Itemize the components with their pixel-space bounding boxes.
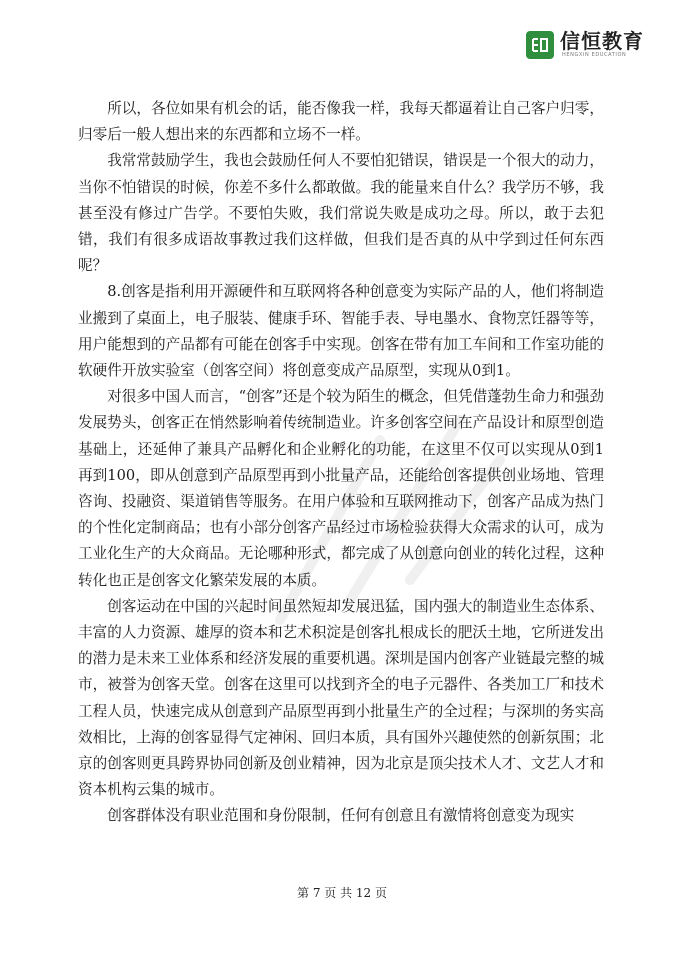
xinheng-logo-icon (526, 31, 554, 59)
paragraph: 所以，各位如果有机会的话，能否像我一样，我每天都逼着让自己客户归零，归零后一般人想出来的东西都和立场不一样。 (78, 100, 604, 144)
paragraph: 对很多中国人而言，“创客”还是个较为陌生的概念，但凭借蓬勃生命力和强劲发展势头，创客正在悄然影响着传统制造业。许多创客空间在产品设计和原型创造基础上，还延伸了兼具产品孵化和企业孵化的功能，在这里不仅可以实现从0到1再到100，即从创意到产品原型再到小批量产品，还能给创客提供创业场地、管理咨询、投融资、渠道销售等服务。在用户体验和互联网推动下，创客产品成为热门的个性化定制商品；也有小部分创客产品经过市场检验获得大众需求的认可，成为工业化生产的大众商品。无论哪种形式，都完成了从创意向创业的转化过程，这种转化也正是创客文化繁荣发展的本质。 (78, 388, 604, 589)
document-body (78, 96, 604, 830)
paragraph: 我常常鼓励学生，我也会鼓励任何人不要怕犯错误，错误是一个很大的动力，当你不怕错误的时候，你差不多什么都敢做。我的能量来自什么？我学历不够，我甚至没有修过广告学。不要怕失败，我们常说失败是成功之母。所以，敢于去犯错，我们有很多成语故事教过我们这样做，但我们是否真的从中学到过任何东西呢？ (78, 152, 604, 275)
paragraph: 创客运动在中国的兴起时间虽然短却发展迅猛，国内强大的制造业生态体系、丰富的人力资源、雄厚的资本和艺术积淀是创客扎根成长的肥沃土地，它所迸发出的潜力是未来工业体系和经济发展的重要机遇。深圳是国内创客产业链最完整的城市，被誉为创客天堂。创客在这里可以找到齐全的电子元器件、各类加工厂和技术工程人员，快速完成从创意到产品原型再到小批量生产的全过程；与深圳的务实高效相比，上海的创客显得气定神闲、回归本质，具有国外兴趣使然的创新氛围；北京的创客则更具跨界协同创新及创业精神，因为北京是顶尖技术人才、文艺人才和资本机构云集的城市。 (78, 597, 604, 799)
brand-logo (526, 30, 644, 59)
page-number: 第 7 页 共 12 页 (297, 886, 387, 900)
brand-subtitle: HENGXIN EDUCATION (562, 52, 627, 58)
brand-name: 信恒教育 (560, 29, 644, 53)
paragraph: 创客群体没有职业范围和身份限制，任何有创意且有激情将创意变为现实 (107, 807, 575, 825)
paragraph: 8.创客是指利用开源硬件和互联网将各种创意变为实际产品的人，他们将制造业搬到了桌面上，电子服装、健康手环、智能手表、导电墨水、食物烹饪器等等，用户能想到的产品都有可能在创客手中实现。创客在带有加工车间和工作室功能的软硬件开放实验室（创客空间）将创意变成产品原型，实现从0到1。 (78, 283, 604, 380)
